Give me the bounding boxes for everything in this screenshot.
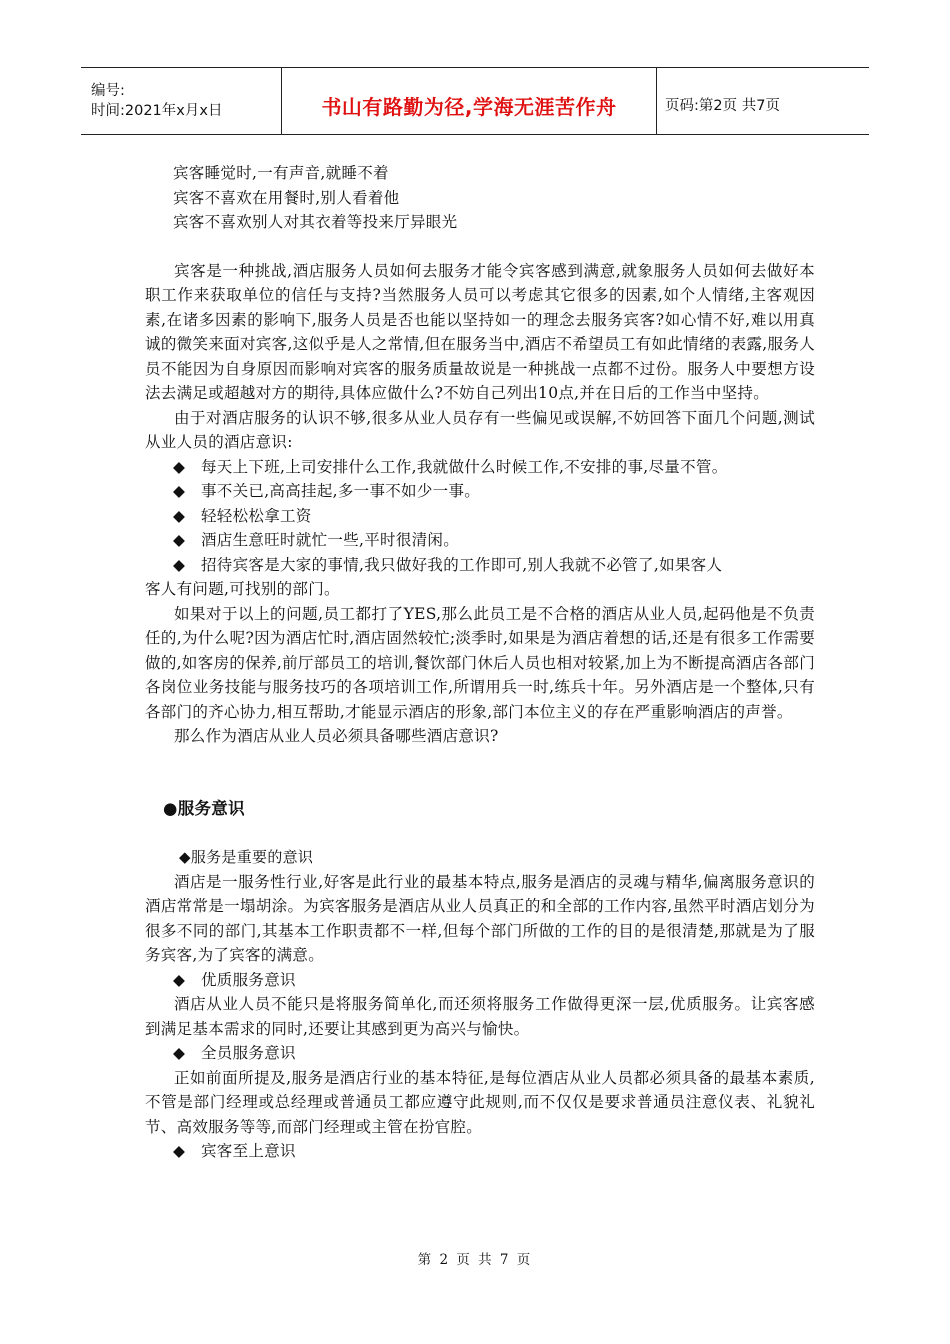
intro-line: 宾客不喜欢别人对其衣着等投来厅异眼光 <box>173 213 458 231</box>
list-item-text: 轻轻松松拿工资 <box>201 506 312 525</box>
diamond-bullet-icon: ◆ <box>173 970 186 989</box>
header-page-number: 页码:第2页 共7页 <box>665 97 780 114</box>
diamond-bullet-icon: ◆ <box>173 457 186 476</box>
spacer <box>145 773 815 797</box>
subsection-title: ◆服务是重要的意识 <box>179 848 314 866</box>
intro-line: 宾客不喜欢在用餐时,别人看着他 <box>173 188 400 207</box>
diamond-bullet-icon: ◆ <box>173 506 186 525</box>
list-item-text: 每天上下班,上司安排什么工作,我就做什么时候工作,不安排的事,尽量不管。 <box>201 457 728 476</box>
header-meta <box>81 68 282 134</box>
subsection-text: 酒店从业人员不能只是将服务简单化,而还须将服务工作做得更深一层,优质服务。让宾客感到满足基本需求的同时,还要让其感到更为高兴与愉快。 <box>145 995 815 1038</box>
diamond-bullet-icon: ◆ <box>173 531 186 549</box>
paragraph-analysis: 如果对于以上的问题,员工都打了YES,那么此员工是不合格的酒店从业人员,起码他是不负责任的,为什么呢?因为酒店忙时,酒店固然较忙;淡季时,如果是为酒店着想的话,还是有很多工作需要做的,如客房的保养,前厅部员工的培训,餐饮部门休后人员也相对较紧,加上为不断提高酒店各部门各岗位业务技能与服务技巧的各项培训工作,所谓用兵一时,练兵十年。另外酒店是一个整体,只有各部门的齐心协力,相互帮助,才能显示酒店的形象,部门本位主义的存在严重影响酒店的声誉。 <box>145 604 815 721</box>
intro-line: 宾客睡觉时,一有声音,就睡不着 <box>173 164 389 182</box>
spacer <box>145 235 815 259</box>
subsection-text: 酒店是一服务性行业,好客是此行业的最基本特点,服务是酒店的灵魂与精华,偏离服务意识的酒店常常是一塌胡涂。为宾客服务是酒店从业人员真正的和全部的工作内容,虽然平时酒店划分为很多不同的部门,其基本工作职责都不一样,但每个部门所做的工作的目的是很清楚,那就是为了服务宾客,为了宾客的满意。 <box>145 872 815 964</box>
header-motto: 书山有路勤为径,学海无涯苦作舟 <box>282 68 657 134</box>
list-item <box>145 504 815 529</box>
page-footer: 第 2 页 共 7 页 <box>417 1252 533 1268</box>
paragraph-questions-intro: 由于对酒店服务的认识不够,很多从业人员存有一些偏见或误解,不妨回答下面几个问题,测试从业人员的酒店意识: <box>145 408 815 451</box>
diamond-bullet-icon: ◆ <box>173 1044 186 1062</box>
document-date: 时间:2021年x月x日 <box>91 103 223 119</box>
list-item <box>145 553 815 578</box>
subsection-text: 正如前面所提及,服务是酒店行业的基本特征,是每位酒店从业人员都必须具备的最基本素质,不管是部门经理或总经理或普通员工都应遵守此规则,而不仅仅是要求普通员注意仪表、礼貌礼节、高效服务等等,而部门经理或主管在扮官腔。 <box>145 1068 815 1136</box>
document-number-label: 编号: <box>91 83 125 99</box>
subsection-title <box>145 1139 815 1164</box>
list-item <box>145 528 815 553</box>
list-item-continuation: 客人有问题,可找别的部门。 <box>145 580 340 598</box>
page-header <box>81 67 869 135</box>
list-item-text: 事不关已,高高挂起,多一事不如少一事。 <box>201 482 481 500</box>
list-item <box>145 479 815 504</box>
subsection-title <box>145 968 815 993</box>
subsection-title-text: 优质服务意识 <box>201 970 296 989</box>
spacer <box>145 821 815 845</box>
diamond-bullet-icon: ◆ <box>173 1142 186 1160</box>
diamond-bullet-icon: ◆ <box>173 555 186 574</box>
subsection-title <box>145 1041 815 1066</box>
section-heading: ●服务意识 <box>163 798 245 818</box>
document-body <box>145 161 815 1164</box>
diamond-bullet-icon: ◆ <box>173 482 186 500</box>
subsection-title-text: 宾客至上意识 <box>201 1142 296 1160</box>
list-item <box>145 455 815 480</box>
list-item-text: 酒店生意旺时就忙一些,平时很清闲。 <box>201 531 460 549</box>
list-item-text: 招待宾客是大家的事情,我只做好我的工作即可,别人我就不必管了,如果客人 <box>201 555 723 574</box>
subsection-title-text: 全员服务意识 <box>201 1044 296 1062</box>
spacer <box>145 749 815 773</box>
paragraph-challenge: 宾客是一种挑战,酒店服务人员如何去服务才能令宾客感到满意,就象服务人员如何去做好本职工作来获取单位的信任与支持?当然服务人员可以考虑其它很多的因素,如个人情绪,主客观因素,在诸多因素的影响下,服务人员是否也能以坚持如一的理念去服务宾客?如心情不好,难以用真诚的微笑来面对宾客,这似乎是人之常情,但在服务当中,酒店不希望员工有如此情绪的表露,服务人员不能因为自身原因而影响对宾客的服务质量故说是一种挑战一点都不过份。服务人中要想方设法去满足或超越对方的期待,具体应做什么?不妨自己列出10点,并在日后的工作当中坚持。 <box>145 261 815 402</box>
paragraph-question: 那么作为酒店从业人员必须具备哪些酒店意识? <box>174 727 499 745</box>
